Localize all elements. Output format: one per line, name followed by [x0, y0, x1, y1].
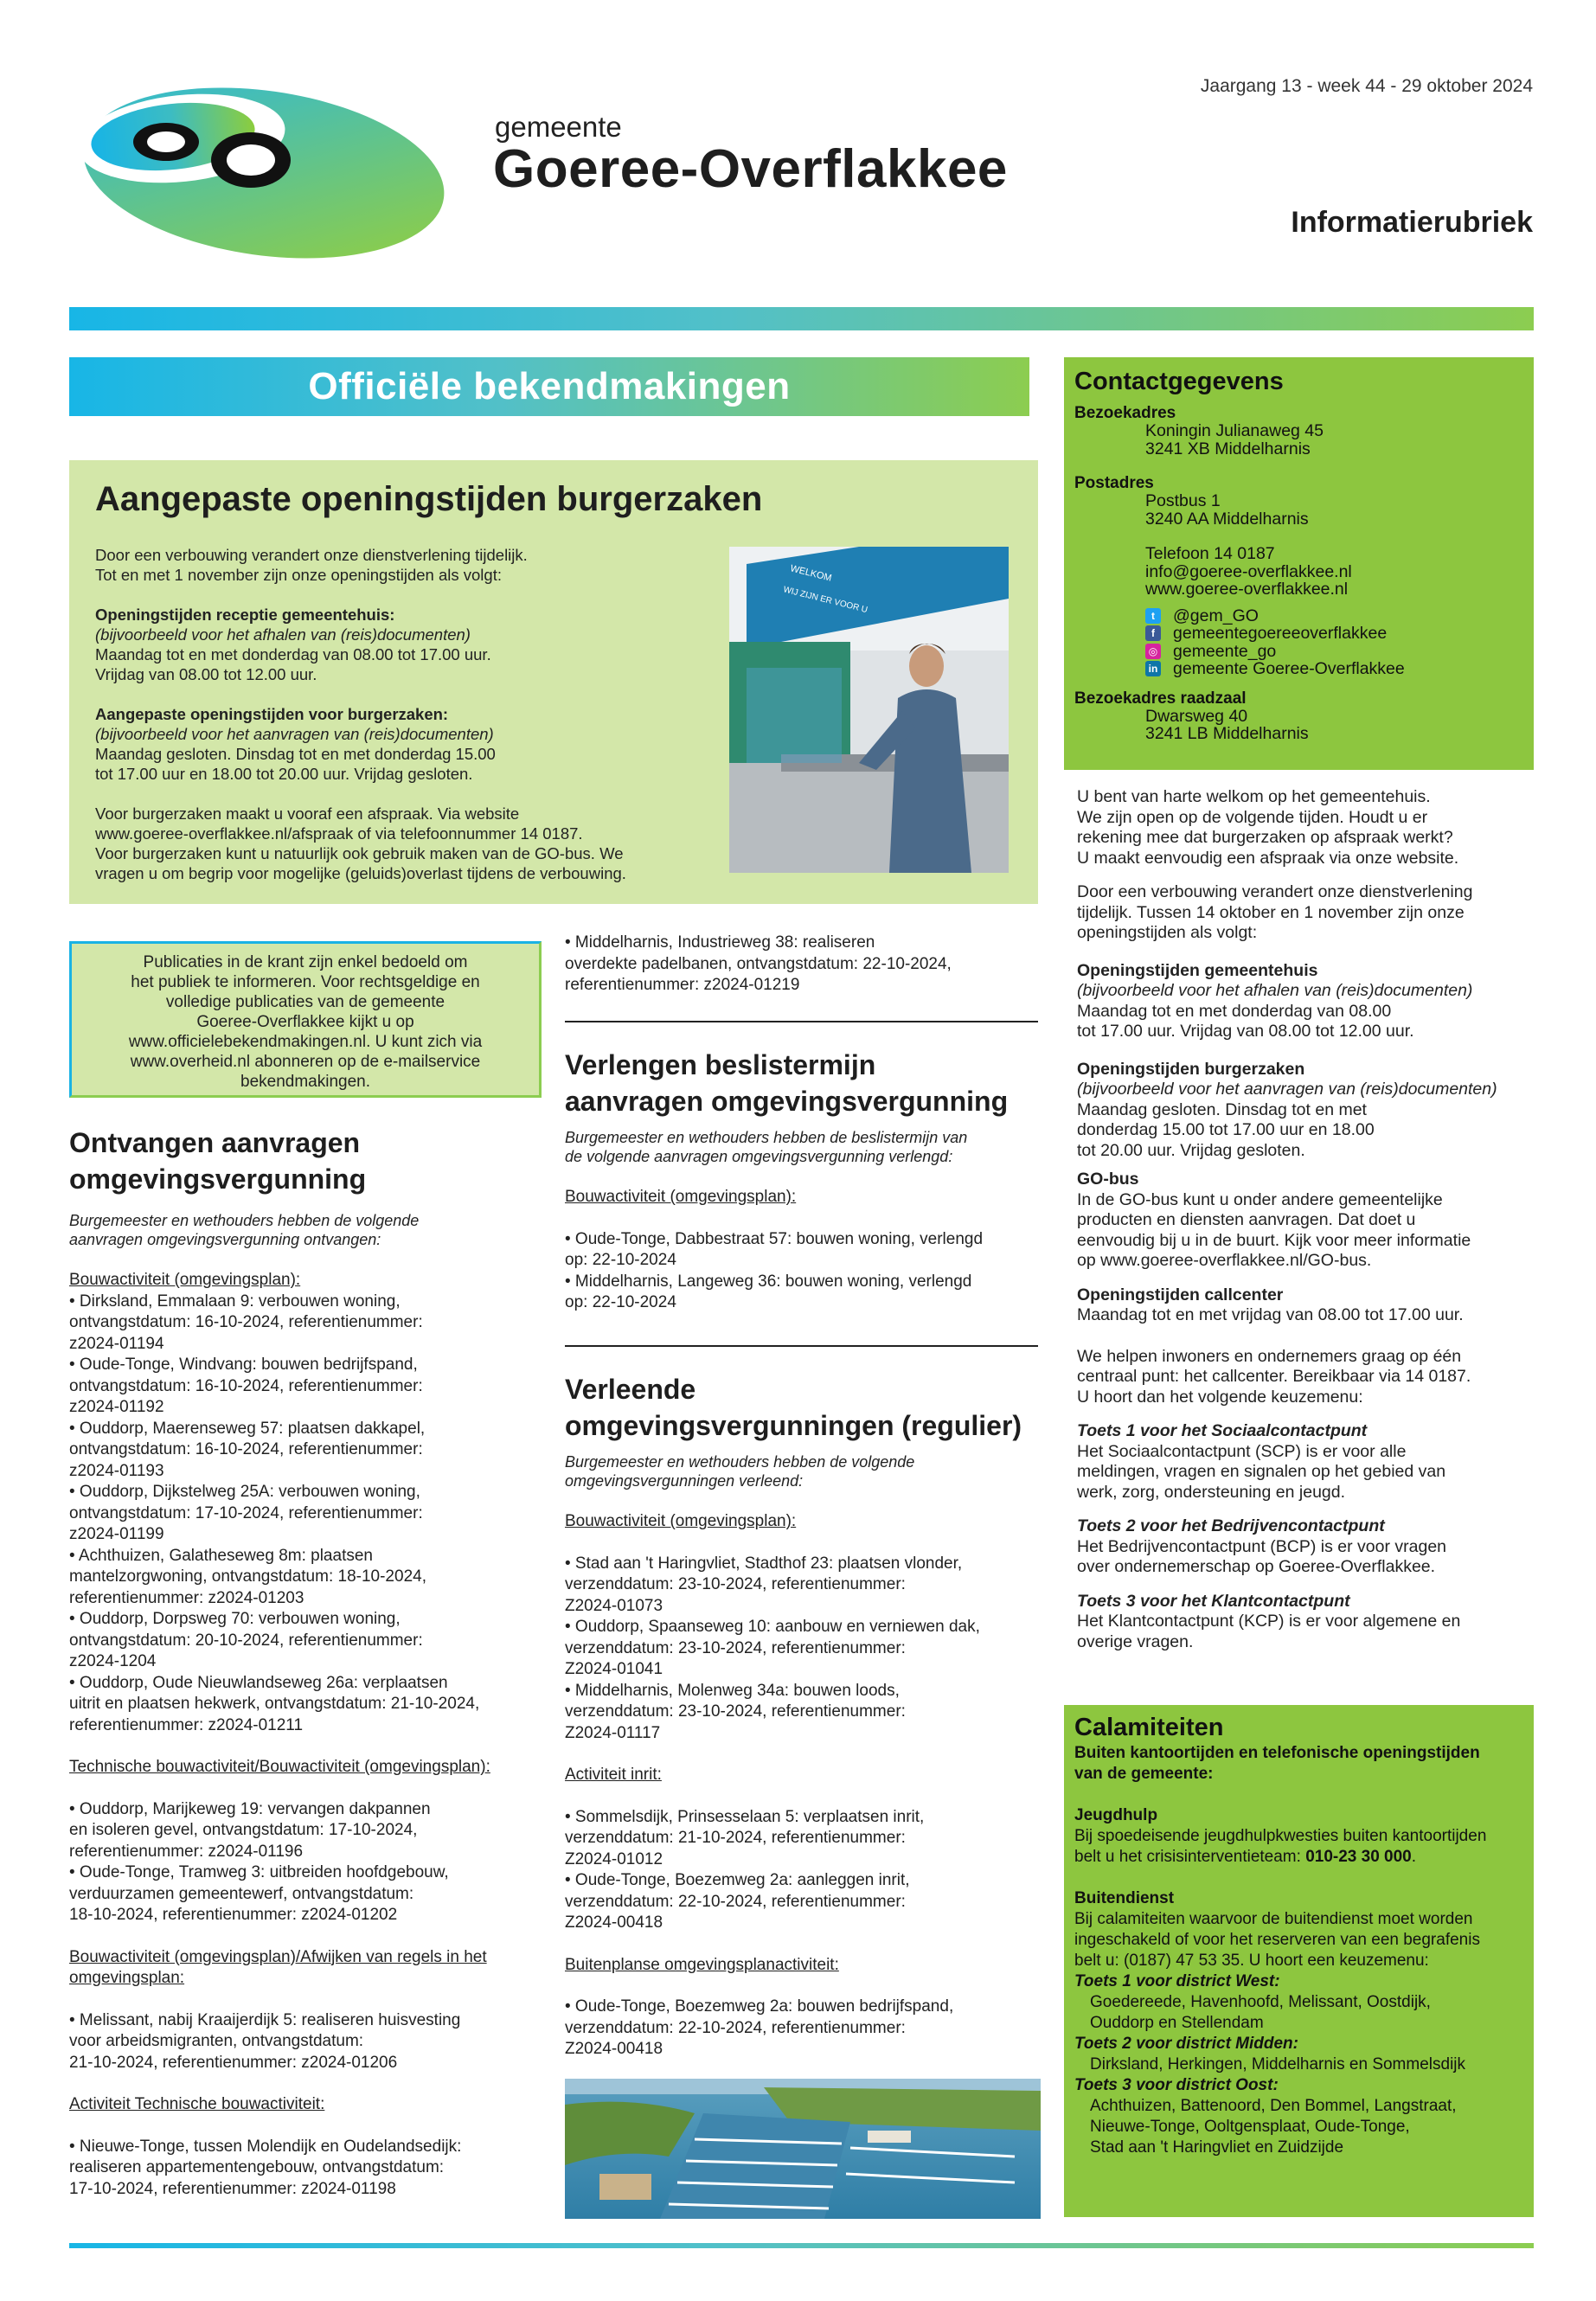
- verleend-cat-3: Buitenplanse omgevingsplanactiviteit:: [565, 1955, 839, 1974]
- list-item: [69, 1482, 554, 1546]
- list-item-line: Z2024-01041: [565, 1660, 663, 1678]
- verleend-intro-1: Burgemeester en wethouders hebben de volgende: [565, 1453, 915, 1471]
- list-item-line: • Ouddorp, Spaanseweg 10: aanbouw en verniewen dak,: [565, 1618, 980, 1636]
- linkedin-icon: in: [1145, 661, 1161, 676]
- burgerzaken-title: Aangepaste openingstijden voor burgerzaken:: [95, 705, 449, 723]
- text-line: openingstijden als volgt:: [1077, 923, 1258, 942]
- list-item: [565, 1681, 1041, 1745]
- pub-line-7: bekendmakingen.: [240, 1073, 370, 1091]
- text-line: producten en diensten aanvragen. Dat doet u: [1077, 1210, 1416, 1229]
- list-item-line: ontvangstdatum: 17-10-2024, referentienummer:: [69, 1503, 423, 1522]
- toets-1-text: [1077, 1442, 1535, 1503]
- opening-hours-text: [95, 545, 718, 903]
- text-line: Het Sociaalcontactpunt (SCP) is er voor alle: [1077, 1441, 1407, 1461]
- list-item-line: verzenddatum: 21-10-2024, referentienummer:: [565, 1829, 906, 1847]
- postal-address-line-2: 3240 AA Middelharnis: [1145, 509, 1309, 529]
- burgerzaken-hours-sub: (bijvoorbeeld voor het aanvragen van (reis)documenten): [1077, 1080, 1497, 1099]
- gemeentehuis-hours-text: [1077, 1002, 1535, 1042]
- verlengen-intro-1: Burgemeester en wethouders hebben de beslistermijn van: [565, 1129, 968, 1146]
- harbor-aerial-photo: [565, 2079, 1041, 2219]
- calamiteiten-panel: [1064, 1705, 1534, 2217]
- afspraak-line-1: Voor burgerzaken maakt u vooraf een afspraak. Via website: [95, 804, 520, 823]
- list-item-line: verzenddatum: 23-10-2024, referentienummer:: [565, 1575, 906, 1593]
- callcenter-hours: Maandag tot en met vrijdag van 08.00 tot 17.00 uur.: [1077, 1305, 1464, 1324]
- list-item-line: • Ouddorp, Marijkeweg 19: vervangen dakpannen: [69, 1799, 431, 1818]
- jeugdhulp-title: Jeugdhulp: [1074, 1806, 1158, 1824]
- email-link[interactable]: info@goeree-overflakkee.nl: [1145, 561, 1352, 581]
- list-item-line: verzenddatum: 23-10-2024, referentienummer:: [565, 1638, 906, 1657]
- text-line: rekening mee dat burgerzaken op afspraak werkt?: [1077, 828, 1453, 847]
- district-oost-title: Toets 3 voor district Oost:: [1074, 2076, 1279, 2094]
- district-oost-line-3: Stad aan 't Haringvliet en Zuidzijde: [1090, 2138, 1344, 2157]
- list-item-line: • Oude-Tonge, Dabbestraat 57: bouwen woning, verlengd: [565, 1229, 984, 1248]
- list-item: [565, 1807, 1041, 1871]
- list-item-line: • Dirksland, Emmalaan 9: verbouwen woning,: [69, 1292, 401, 1311]
- list-item-line: ontvangstdatum: 16-10-2024, referentienummer:: [69, 1313, 423, 1331]
- text-line: Maandag tot en met donderdag van 08.00: [1077, 1001, 1392, 1021]
- list-item-line: Z2024-01012: [565, 1849, 663, 1868]
- council-address-label: Bezoekadres raadzaal: [1074, 689, 1247, 708]
- text-line: over ondernemerschap op Goeree-Overflakkee.: [1077, 1557, 1436, 1576]
- verleend-list-3: [565, 1997, 1041, 2061]
- toets-3-title: Toets 3 voor het Klantcontactpunt: [1077, 1591, 1350, 1611]
- list-item: [69, 1355, 554, 1419]
- col2-top-line-1: • Middelharnis, Industrieweg 38: realiseren: [565, 933, 875, 952]
- list-item-line: • Oude-Tonge, Boezemweg 2a: aanleggen inrit,: [565, 1871, 910, 1889]
- ontvangen-cat-4: Activiteit Technische bouwactiviteit:: [69, 2095, 325, 2113]
- text-line: tot 17.00 uur. Vrijdag van 08.00 tot 12.00 uur.: [1077, 1022, 1414, 1041]
- visit-address-line-2: 3241 XB Middelharnis: [1145, 439, 1311, 458]
- district-west-line-2: Ouddorp en Stellendam: [1090, 2014, 1264, 2032]
- ontvangen-heading: [69, 1125, 554, 1197]
- list-item-line: referentienummer: z2024-01196: [69, 1842, 304, 1861]
- list-item: [69, 1799, 554, 1863]
- divider: [565, 1021, 1038, 1022]
- top-gradient-bar: [69, 307, 1534, 330]
- twitter-icon: t: [1145, 608, 1161, 624]
- ontvangen-cat-2: Technische bouwactiviteit/Bouwactiviteit (omgevingsplan):: [69, 1758, 490, 1776]
- jeugdhulp-line-2-wrap: belt u het crisisinterventieteam: 010-23 30 000.: [1074, 1848, 1417, 1866]
- callcenter-help-text: [1077, 1347, 1535, 1408]
- toets-1-title: Toets 1 voor het Sociaalcontactpunt: [1077, 1421, 1368, 1440]
- gemeente-logo: [69, 78, 450, 260]
- list-item: [69, 2137, 554, 2201]
- list-item: [69, 1546, 554, 1610]
- receptie-line-2: Vrijdag van 08.00 tot 12.00 uur.: [95, 665, 317, 683]
- divider: [565, 1345, 1038, 1347]
- list-item-line: verzenddatum: 22-10-2024, referentienummer:: [565, 1892, 906, 1911]
- text-line: donderdag 15.00 tot 17.00 uur en 18.00: [1077, 1120, 1375, 1139]
- list-item: [69, 1673, 554, 1737]
- list-item-line: mantelzorgwoning, ontvangstdatum: 18-10-2024,: [69, 1567, 426, 1586]
- list-item-line: ontvangstdatum: 16-10-2024, referentienummer:: [69, 1376, 423, 1395]
- ontvangen-title-2: omgevingsvergunning: [69, 1163, 367, 1195]
- text-line: U bent van harte welkom op het gemeentehuis.: [1077, 787, 1431, 806]
- text-line: werk, zorg, ondersteuning en jeugd.: [1077, 1482, 1346, 1502]
- list-item-line: • Achthuizen, Galatheseweg 8m: plaatsen: [69, 1546, 373, 1565]
- postal-address-label: Postadres: [1074, 474, 1154, 492]
- toets-2-title: Toets 2 voor het Bedrijvencontactpunt: [1077, 1516, 1385, 1535]
- list-item-line: • Ouddorp, Maerenseweg 57: plaatsen dakkapel,: [69, 1419, 426, 1438]
- text-line: centraal punt: het callcenter. Bereikbaar via 14 0187.: [1077, 1367, 1471, 1386]
- welkom-text: [1077, 787, 1535, 868]
- verlengen-intro-2: de volgende aanvragen omgevingsvergunning verlengd:: [565, 1148, 953, 1165]
- list-item-line: verzenddatum: 23-10-2024, referentienummer:: [565, 1702, 906, 1721]
- list-item-line: • Oude-Tonge, Boezemweg 2a: bouwen bedrijfspand,: [565, 1997, 954, 2016]
- instagram-link[interactable]: [1145, 643, 1523, 661]
- list-item-line: 21-10-2024, referentienummer: z2024-01206: [69, 2053, 398, 2072]
- facebook-handle: gemeentegoereeoverflakkee: [1173, 624, 1388, 643]
- text-line: meldingen, vragen en signalen op het gebied van: [1077, 1462, 1446, 1481]
- text-line: U maakt eenvoudig een afspraak via onze website.: [1077, 848, 1459, 868]
- list-item: [565, 1617, 1041, 1681]
- text-line: overige vragen.: [1077, 1631, 1194, 1651]
- burgerzaken-line-2: tot 17.00 uur en 18.00 tot 20.00 uur. Vrijdag gesloten.: [95, 765, 473, 783]
- text-line: Het Klantcontactpunt (KCP) is er voor algemene en: [1077, 1612, 1461, 1631]
- pub-line-3: volledige publicaties van de gemeente: [165, 993, 445, 1011]
- col2-continued-item: [565, 933, 1041, 997]
- verleend-cat-1: Bouwactiviteit (omgevingsplan):: [565, 1512, 797, 1530]
- list-item-line: Z2024-01117: [565, 1723, 661, 1742]
- list-item: [565, 1870, 1041, 1934]
- list-item: [69, 1419, 554, 1483]
- jeugdhulp-line-2: belt u het crisisinterventieteam:: [1074, 1848, 1301, 1866]
- list-item: [69, 1292, 554, 1356]
- list-item: [565, 1997, 1041, 2061]
- list-item: [69, 1609, 554, 1673]
- pub-line-5: www.officielebekendmakingen.nl. U kunt zich via: [128, 1033, 483, 1051]
- list-item-line: op: 22-10-2024: [565, 1293, 676, 1311]
- contact-title: Contactgegevens: [1074, 368, 1284, 395]
- list-item-line: • Oude-Tonge, Windvang: bouwen bedrijfspand,: [69, 1356, 418, 1374]
- district-west-line-1: Goedereede, Havenhoofd, Melissant, Oostdijk,: [1090, 1993, 1431, 2011]
- ontvangen-list-1: [69, 1292, 554, 1737]
- opening-hours-title: Aangepaste openingstijden burgerzaken: [95, 480, 763, 518]
- jeugdhulp-line-1: Bij spoedeisende jeugdhulpkwesties buiten kantoortijden: [1074, 1827, 1487, 1845]
- info-column: [1077, 787, 1535, 1652]
- contact-panel: [1064, 357, 1534, 770]
- calamiteiten-title: Calamiteiten: [1074, 1714, 1224, 1741]
- twitter-link[interactable]: [1145, 607, 1523, 625]
- district-midden-title: Toets 2 voor district Midden:: [1074, 2035, 1298, 2053]
- list-item: [69, 1862, 554, 1926]
- list-item-line: z2024-01192: [69, 1398, 164, 1416]
- list-item-line: Z2024-01073: [565, 1596, 663, 1615]
- text-line: U hoort dan het volgende keuzemenu:: [1077, 1387, 1363, 1407]
- visit-address-label: Bezoekadres: [1074, 404, 1176, 422]
- list-item-line: 18-10-2024, referentienummer: z2024-01202: [69, 1906, 398, 1924]
- text-line: tijdelijk. Tussen 14 oktober en 1 november zijn onze: [1077, 902, 1465, 922]
- list-item-line: voor arbeidsmigranten, ontvangstdatum:: [69, 2032, 364, 2050]
- list-item-line: • Oude-Tonge, Tramweg 3: uitbreiden hoofdgebouw,: [69, 1863, 449, 1881]
- council-address-line-2: 3241 LB Middelharnis: [1145, 724, 1309, 743]
- facebook-link[interactable]: [1145, 625, 1523, 643]
- gemeentehuis-hours-sub: (bijvoorbeeld voor het afhalen van (reis)documenten): [1077, 981, 1473, 1000]
- text-line: op www.goeree-overflakkee.nl/GO-bus.: [1077, 1251, 1372, 1270]
- list-item: [565, 1272, 1041, 1314]
- text-line: Het Bedrijvencontactpunt (BCP) is er voor vragen: [1077, 1536, 1447, 1556]
- district-oost-line-2: Nieuwe-Tonge, Ooltgensplaat, Oude-Tonge,: [1090, 2118, 1410, 2136]
- col2-top-line-2: overdekte padelbanen, ontvangstdatum: 22-10-2024,: [565, 954, 952, 973]
- burgerzaken-hours-title: Openingstijden burgerzaken: [1077, 1059, 1305, 1079]
- burgerzaken-line-1: Maandag gesloten. Dinsdag tot en met donderdag 15.00: [95, 745, 496, 763]
- receptie-line-1: Maandag tot en met donderdag van 08.00 tot 17.00 uur.: [95, 645, 491, 663]
- burgerzaken-sub: (bijvoorbeeld voor het aanvragen van (reis)documenten): [95, 725, 494, 743]
- calamiteiten-sub-1: Buiten kantoortijden en telefonische openingstijden: [1074, 1744, 1480, 1762]
- buitendienst-line-2: ingeschakeld of voor het reserveren van een begrafenis: [1074, 1931, 1480, 1949]
- postal-address-line-1: Postbus 1: [1145, 491, 1221, 510]
- list-item-line: referentienummer: z2024-01203: [69, 1588, 304, 1607]
- verlengen-list: [565, 1229, 1041, 1314]
- official-announcements-title: Officiële bekendmakingen: [69, 357, 1029, 416]
- website-link[interactable]: www.goeree-overflakkee.nl: [1145, 580, 1349, 599]
- text-line: Maandag gesloten. Dinsdag tot en met: [1077, 1099, 1367, 1119]
- burgerzaken-hours-text: [1077, 1100, 1535, 1162]
- facebook-icon: f: [1145, 625, 1161, 641]
- list-item-line: Z2024-00418: [565, 1913, 663, 1932]
- callcenter-title: Openingstijden callcenter: [1077, 1285, 1284, 1304]
- list-item-line: verduurzamen gemeentewerf, ontvangstdatum:: [69, 1884, 414, 1903]
- verleend-title-1: Verleende: [565, 1374, 696, 1405]
- list-item-line: uitrit en plaatsen hekwerk, ontvangstdatum: 21-10-2024,: [69, 1695, 480, 1713]
- col2-top-line-3: referentienummer: z2024-01219: [565, 976, 800, 994]
- buitendienst-line-3: belt u: (0187) 47 53 35. U hoort een keuzemenu:: [1074, 1952, 1429, 1970]
- instagram-handle: gemeente_go: [1173, 641, 1277, 661]
- verbouwing-text: [1077, 882, 1535, 944]
- list-item-line: • Sommelsdijk, Prinsesselaan 5: verplaatsen inrit,: [565, 1807, 925, 1826]
- buitendienst-title: Buitendienst: [1074, 1889, 1175, 1907]
- list-item-line: 17-10-2024, referentienummer: z2024-01198: [69, 2179, 396, 2198]
- ontvangen-list-3: [69, 2010, 554, 2074]
- ontvangen-list-4: [69, 2137, 554, 2201]
- list-item-line: Z2024-00418: [565, 2040, 663, 2058]
- text-line: eenvoudig bij u in de buurt. Kijk voor meer informatie: [1077, 1230, 1471, 1250]
- district-oost-line-1: Achthuizen, Battenoord, Den Bommel, Langstraat,: [1090, 2097, 1457, 2115]
- publications-notice: [69, 941, 542, 1098]
- list-item-line: • Nieuwe-Tonge, tussen Molendijk en Oudelandsedijk:: [69, 2137, 462, 2156]
- list-item-line: • Ouddorp, Dorpsweg 70: verbouwen woning,: [69, 1610, 401, 1628]
- list-item-line: verzenddatum: 22-10-2024, referentienummer:: [565, 2018, 906, 2037]
- pub-line-1: Publicaties in de krant zijn enkel bedoeld om: [143, 953, 468, 971]
- list-item: [565, 1554, 1041, 1618]
- list-item-line: referentienummer: z2024-01211: [69, 1715, 304, 1734]
- text-line: Door een verbouwing verandert onze dienstverlening: [1077, 882, 1473, 901]
- list-item: [565, 1229, 1041, 1272]
- bottom-gradient-bar: [69, 2243, 1534, 2248]
- district-midden-line-1: Dirksland, Herkingen, Middelharnis en Sommelsdijk: [1090, 2055, 1466, 2073]
- afspraak-line-3: Voor burgerzaken kunt u natuurlijk ook gebruik maken van de GO-bus. We: [95, 844, 624, 862]
- verleend-cat-2: Activiteit inrit:: [565, 1766, 662, 1784]
- ontvangen-body: [69, 1211, 554, 2200]
- list-item-line: • Middelharnis, Langeweg 36: bouwen woning, verlengd: [565, 1272, 972, 1291]
- list-item-line: • Ouddorp, Dijkstelweg 25A: verbouwen woning,: [69, 1483, 420, 1501]
- verlengen-title-2: aanvragen omgevingsvergunning: [565, 1086, 1009, 1117]
- twitter-handle: @gem_GO: [1173, 606, 1259, 625]
- visit-address-line-1: Koningin Julianaweg 45: [1145, 421, 1324, 440]
- buitendienst-line-1: Bij calamiteiten waarvoor de buitendienst moet worden: [1074, 1910, 1473, 1928]
- list-item-line: z2024-1204: [69, 1652, 157, 1670]
- list-item-line: en isoleren gevel, ontvangstdatum: 17-10-2024,: [69, 1821, 418, 1839]
- text-line: We zijn open op de volgende tijden. Houdt u er: [1077, 807, 1428, 827]
- verleend-section: [565, 1371, 1041, 2061]
- pub-line-4: Goeree-Overflakkee kijkt u op: [196, 1013, 414, 1031]
- brand-name: Goeree-Overflakkee: [493, 139, 1008, 199]
- pub-line-6: www.overheid.nl abonneren op de e-mailservice: [130, 1053, 481, 1071]
- text-line: In de GO-bus kunt u onder andere gemeentelijke: [1077, 1189, 1443, 1209]
- list-item-line: • Ouddorp, Oude Nieuwlandseweg 26a: verplaatsen: [69, 1673, 448, 1692]
- verleend-title-2: omgevingsvergunningen (regulier): [565, 1410, 1022, 1441]
- verlengen-cat: Bouwactiviteit (omgevingsplan):: [565, 1188, 797, 1206]
- linkedin-link[interactable]: [1145, 660, 1523, 678]
- gemeentehuis-hours-title: Openingstijden gemeentehuis: [1077, 960, 1318, 980]
- ontvangen-intro-1: Burgemeester en wethouders hebben de volgende: [69, 1212, 420, 1229]
- list-item-line: realiseren appartementengebouw, ontvangstdatum:: [69, 2158, 445, 2176]
- list-item-line: z2024-01193: [69, 1461, 164, 1480]
- service-desk-photo: [729, 547, 1009, 873]
- ontvangen-list-2: [69, 1799, 554, 1926]
- rubriek-title: Informatierubriek: [1291, 206, 1533, 239]
- list-item-line: ontvangstdatum: 20-10-2024, referentienummer:: [69, 1631, 423, 1650]
- district-west-title: Toets 1 voor district West:: [1074, 1972, 1280, 1990]
- toets-2-text: [1077, 1537, 1535, 1578]
- council-address-line-1: Dwarsweg 40: [1145, 706, 1248, 726]
- calamiteiten-sub-2: van de gemeente:: [1074, 1765, 1214, 1783]
- verlengen-section: [565, 1047, 1041, 1314]
- ontvangen-cat-3b: omgevingsplan:: [69, 1969, 185, 1987]
- linkedin-handle: gemeente Goeree-Overflakkee: [1173, 659, 1405, 678]
- receptie-sub: (bijvoorbeeld voor het afhalen van (reis)documenten): [95, 625, 471, 644]
- photo-sign-welkom: WELKOM: [789, 563, 833, 584]
- verlengen-title-1: Verlengen beslistermijn: [565, 1049, 876, 1080]
- list-item-line: op: 22-10-2024: [565, 1251, 676, 1269]
- text-line: We helpen inwoners en ondernemers graag op één: [1077, 1346, 1462, 1366]
- afspraak-line-2: www.goeree-overflakkee.nl/afspraak of via telefoonnummer 14 0187.: [95, 824, 583, 843]
- photo-sign-text: WIJ ZIJN ER VOOR U: [782, 585, 869, 616]
- verleend-intro-2: omgevingsvergunningen verleend:: [565, 1472, 804, 1490]
- opening-intro-1: Door een verbouwing verandert onze dienstverlening tijdelijk.: [95, 546, 528, 564]
- list-item-line: • Melissant, nabij Kraaijerdijk 5: realiseren huisvesting: [69, 2010, 461, 2029]
- receptie-title: Openingstijden receptie gemeentehuis:: [95, 606, 395, 624]
- brand-gemeente: gemeente: [495, 111, 622, 143]
- issue-info: Jaargang 13 - week 44 - 29 oktober 2024: [1200, 76, 1533, 96]
- ontvangen-intro-2: aanvragen omgevingsvergunning ontvangen:: [69, 1231, 381, 1248]
- opening-intro-2: Tot en met 1 november zijn onze openingstijden als volgt:: [95, 566, 502, 584]
- instagram-icon: ◎: [1145, 644, 1161, 659]
- verleend-list-1: [565, 1554, 1041, 1745]
- ontvangen-cat-1: Bouwactiviteit (omgevingsplan):: [69, 1271, 301, 1289]
- gobus-title: GO-bus: [1077, 1170, 1139, 1189]
- jeugdhulp-phone[interactable]: 010-23 30 000: [1305, 1848, 1412, 1866]
- text-line: tot 20.00 uur. Vrijdag gesloten.: [1077, 1140, 1305, 1160]
- list-item: [69, 2010, 554, 2074]
- ontvangen-cat-3a: Bouwactiviteit (omgevingsplan)/Afwijken van regels in het: [69, 1947, 487, 1966]
- list-item-line: z2024-01194: [69, 1334, 164, 1353]
- afspraak-line-4: vragen u om begrip voor mogelijke (geluids)overlast tijdens de verbouwing.: [95, 864, 626, 882]
- toets-3-text: [1077, 1612, 1535, 1652]
- list-item-line: • Stad aan 't Haringvliet, Stadthof 23: plaatsen vlonder,: [565, 1554, 963, 1573]
- gobus-text: [1077, 1190, 1535, 1272]
- list-item-line: • Middelharnis, Molenweg 34a: bouwen loods,: [565, 1681, 900, 1700]
- ontvangen-title-1: Ontvangen aanvragen: [69, 1127, 361, 1158]
- list-item-line: z2024-01199: [69, 1525, 164, 1543]
- verleend-list-2: [565, 1807, 1041, 1934]
- list-item-line: ontvangstdatum: 16-10-2024, referentienummer:: [69, 1440, 423, 1458]
- pub-line-2: het publiek te informeren. Voor rechtsgeldige en: [131, 973, 480, 991]
- phone-number: Telefoon 14 0187: [1145, 544, 1275, 563]
